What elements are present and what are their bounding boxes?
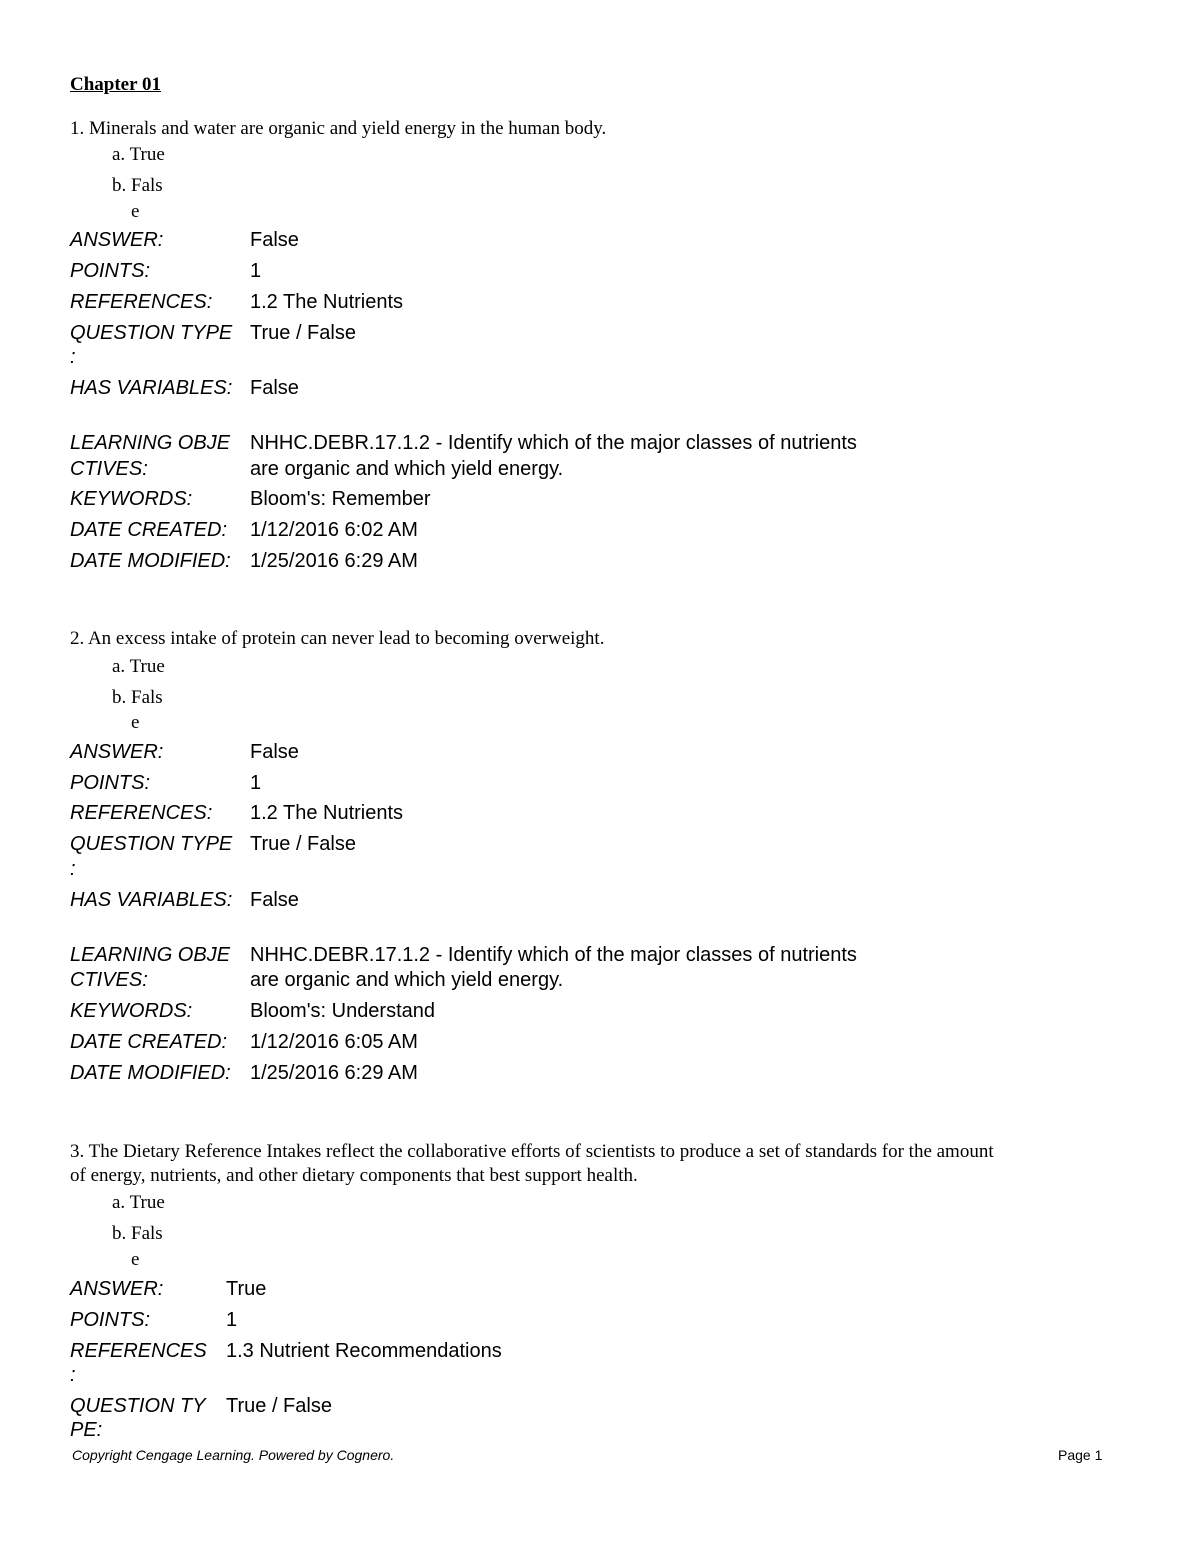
question-type-value: True / False	[250, 322, 356, 344]
option-true: a. True	[112, 656, 165, 677]
keywords-value: Bloom's: Understand	[250, 1000, 436, 1022]
references-label: REFERENCES:	[70, 291, 213, 313]
option-false-wrap: e	[131, 201, 140, 222]
points-value: 1	[250, 772, 262, 794]
option-false: b. Fals	[112, 175, 163, 196]
option-true: a. True	[112, 1192, 165, 1213]
points-label: POINTS:	[70, 260, 151, 282]
learning-objectives-line-1: NHHC.DEBR.17.1.2 - Identify which of the major classes of nutrients	[250, 432, 857, 454]
answer-value: False	[250, 229, 299, 251]
date-created-label: DATE CREATED:	[70, 519, 228, 541]
date-modified-label: DATE MODIFIED:	[70, 550, 231, 572]
points-value: 1	[250, 260, 262, 282]
points-value: 1	[226, 1309, 238, 1331]
references-label: REFERENCES:	[70, 802, 213, 824]
date-modified-value: 1/25/2016 6:29 AM	[250, 1062, 418, 1084]
date-modified-label: DATE MODIFIED:	[70, 1062, 231, 1084]
question-type-label: QUESTION TYPE	[70, 833, 233, 855]
date-created-value: 1/12/2016 6:05 AM	[250, 1031, 418, 1053]
points-label: POINTS:	[70, 1309, 151, 1331]
references-label: REFERENCES	[70, 1340, 207, 1362]
keywords-label: KEYWORDS:	[70, 488, 193, 510]
option-true: a. True	[112, 144, 165, 165]
points-label: POINTS:	[70, 772, 151, 794]
option-false-wrap: e	[131, 1249, 140, 1270]
date-modified-value: 1/25/2016 6:29 AM	[250, 550, 418, 572]
learning-objectives-label: LEARNING OBJE	[70, 432, 231, 454]
learning-objectives-line-2: are organic and which yield energy.	[250, 458, 564, 480]
option-false: b. Fals	[112, 687, 163, 708]
learning-objectives-label-2: CTIVES:	[70, 458, 148, 480]
footer-page-number: Page 1	[1058, 1447, 1103, 1463]
question-stem: 1. Minerals and water are organic and yield energy in the human body.	[70, 118, 607, 139]
question-type-label-colon: :	[70, 346, 76, 368]
question-type-label: QUESTION TY	[70, 1395, 206, 1417]
footer-copyright: Copyright Cengage Learning. Powered by Cognero.	[72, 1447, 395, 1463]
learning-objectives-line-2: are organic and which yield energy.	[250, 969, 564, 991]
learning-objectives-label-2: CTIVES:	[70, 969, 148, 991]
date-created-label: DATE CREATED:	[70, 1031, 228, 1053]
date-created-value: 1/12/2016 6:02 AM	[250, 519, 418, 541]
option-false-wrap: e	[131, 712, 140, 733]
question-type-value: True / False	[250, 833, 356, 855]
learning-objectives-line-1: NHHC.DEBR.17.1.2 - Identify which of the major classes of nutrients	[250, 944, 857, 966]
keywords-value: Bloom's: Remember	[250, 488, 431, 510]
has-variables-label: HAS VARIABLES:	[70, 889, 233, 911]
question-type-value: True / False	[226, 1395, 332, 1417]
question-type-label: QUESTION TYPE	[70, 322, 233, 344]
references-label-colon: :	[70, 1364, 76, 1386]
references-value: 1.2 The Nutrients	[250, 291, 404, 313]
question-type-label-colon: :	[70, 858, 76, 880]
option-false: b. Fals	[112, 1223, 163, 1244]
has-variables-label: HAS VARIABLES:	[70, 377, 233, 399]
answer-label: ANSWER:	[70, 229, 164, 251]
keywords-label: KEYWORDS:	[70, 1000, 193, 1022]
answer-value: False	[250, 741, 299, 763]
has-variables-value: False	[250, 377, 299, 399]
question-stem: 3. The Dietary Reference Intakes reflect the collaborative efforts of scientists to produce a set of standards for the amount	[70, 1141, 994, 1162]
references-value: 1.3 Nutrient Recommendations	[226, 1340, 502, 1362]
answer-label: ANSWER:	[70, 1278, 164, 1300]
answer-label: ANSWER:	[70, 741, 164, 763]
question-type-label-2: PE:	[70, 1419, 103, 1441]
has-variables-value: False	[250, 889, 299, 911]
question-stem-line-2: of energy, nutrients, and other dietary components that best support health.	[70, 1165, 638, 1186]
answer-value: True	[226, 1278, 267, 1300]
chapter-title: Chapter 01	[70, 74, 161, 95]
question-stem: 2. An excess intake of protein can never lead to becoming overweight.	[70, 628, 605, 649]
learning-objectives-label: LEARNING OBJE	[70, 944, 231, 966]
references-value: 1.2 The Nutrients	[250, 802, 404, 824]
